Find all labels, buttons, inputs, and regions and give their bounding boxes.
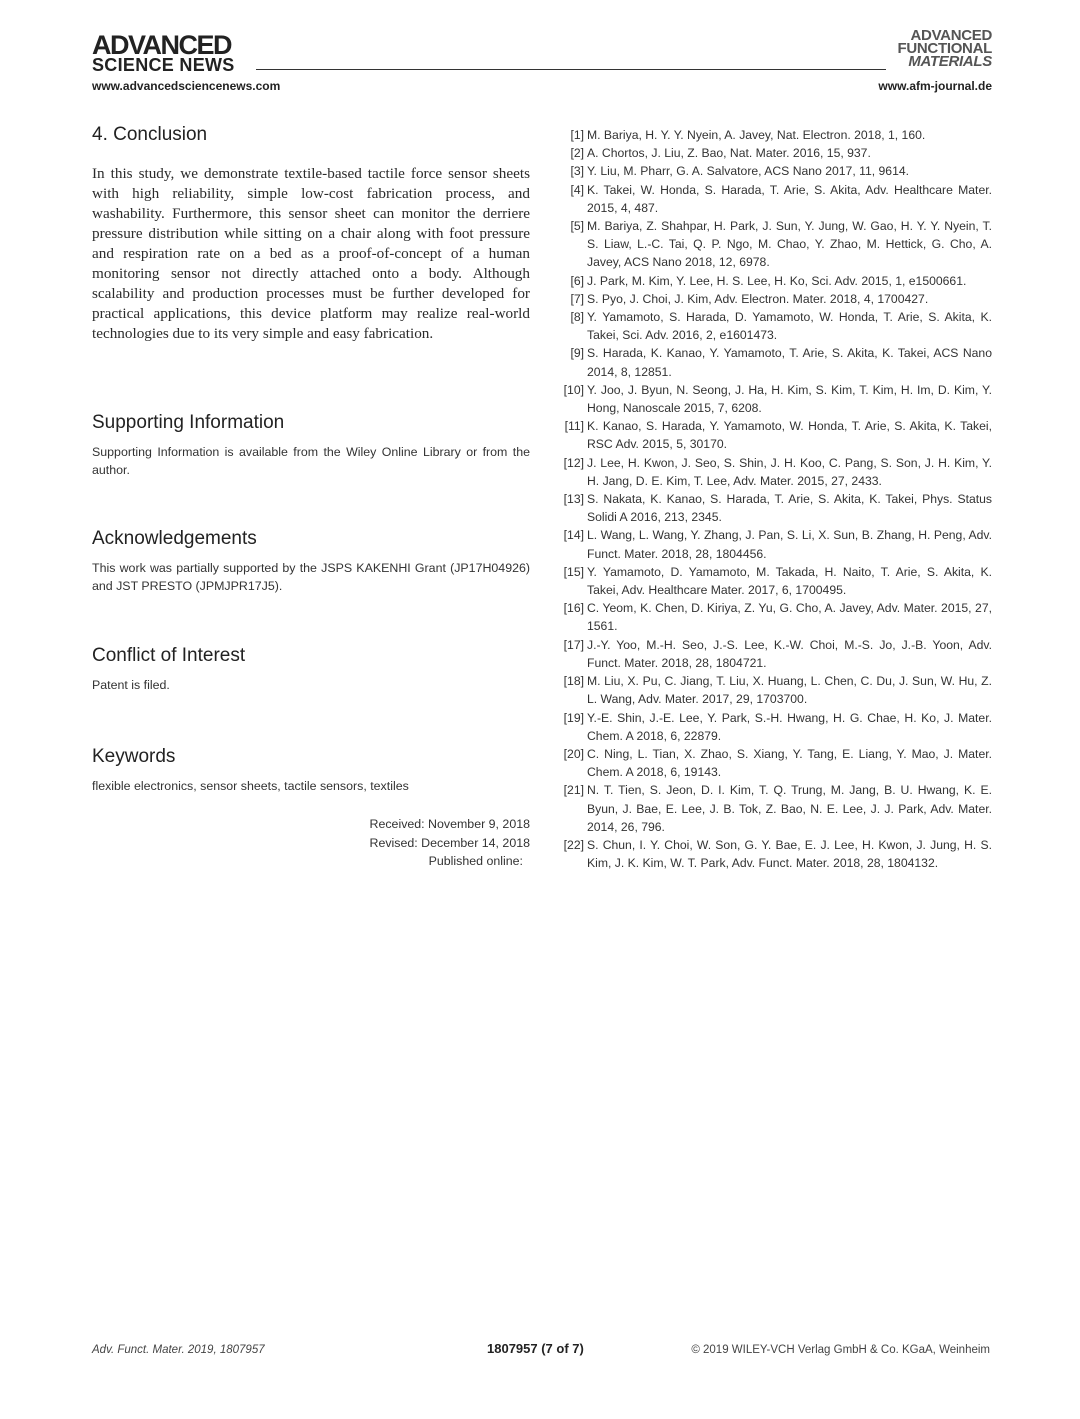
reference-text: C. Ning, L. Tian, X. Zhao, S. Xiang, Y. Tang, E. Liang, Y. Mao, J. Mater. Chem. A 2018, 6, 19143. xyxy=(587,746,992,780)
reference-item xyxy=(552,563,992,599)
reference-number: [6] xyxy=(570,273,584,288)
reference-text: S. Harada, K. Kanao, Y. Yamamoto, T. Arie, S. Akita, K. Takei, ACS Nano 2014, 8, 12851. xyxy=(587,346,992,379)
journal-url[interactable]: www.afm-journal.de xyxy=(878,79,992,93)
reference-item xyxy=(552,308,992,344)
reference-number: [10] xyxy=(563,382,584,397)
reference-item xyxy=(552,144,992,162)
keywords-section xyxy=(92,746,530,795)
reference-number: [8] xyxy=(570,310,584,325)
reference-item xyxy=(552,526,992,562)
reference-text: Y. Yamamoto, S. Harada, D. Yamamoto, W. Honda, T. Arie, S. Akita, K. Takei, Sci. Adv. 2016, 2, e1601473. xyxy=(587,310,992,343)
reference-text: Y.-E. Shin, J.-E. Lee, Y. Park, S.-H. Hwang, H. G. Chae, H. Ko, J. Mater. Chem. A 2018, 6, 22879. xyxy=(587,710,992,743)
acknowledgements-heading: Acknowledgements xyxy=(92,528,257,549)
conclusion-section xyxy=(92,124,530,344)
reference-text: C. Yeom, K. Chen, D. Kiriya, Z. Yu, G. Cho, A. Javey, Adv. Mater. 2015, 27, 1561. xyxy=(587,601,992,634)
publisher-url[interactable]: www.advancedsciencenews.com xyxy=(92,79,281,93)
keywords-heading: Keywords xyxy=(92,746,176,767)
reference-number: [9] xyxy=(570,346,584,361)
footer-citation: Adv. Funct. Mater. 2019, 1807957 xyxy=(92,1344,265,1356)
reference-item xyxy=(552,344,992,380)
revised-date: Revised: December 14, 2018 xyxy=(369,835,530,850)
reference-item xyxy=(552,217,992,272)
reference-text: M. Bariya, Z. Shahpar, H. Park, J. Sun, Y. Jung, W. Gao, H. Y. Y. Nyein, T. S. Liaw, L.-C. Tai, Q. P. Ngo, M. Chao, Y. Zhao, M. Hettick, G. Cho, A. Javey, ACS Nano 2018, 12, 6978. xyxy=(587,219,992,270)
footer-page-number: 1807957 (7 of 7) xyxy=(487,1341,584,1356)
reference-number: [14] xyxy=(563,528,584,543)
reference-text: Y. Yamamoto, D. Yamamoto, M. Takada, H. Naito, T. Arie, S. Akita, K. Takei, Adv. Healthcare Mater. 2017, 6, 1700495. xyxy=(587,564,992,598)
journal-logo-line3: MATERIALS xyxy=(908,53,992,70)
supporting-heading: Supporting Information xyxy=(92,412,285,433)
reference-number: [5] xyxy=(570,219,584,234)
conclusion-body: In this study, we demonstrate textile-based tactile force sensor sheets with high reliability, simple low-cost fabrication process, and washability. Furthermore, this sensor sheet can monitor the derriere pressure distribution while sitting on a chair along with foot pressure and respiration rate on a bed as a proof-of-concept of a human monitoring sensor not directly attached onto a body. Although scalability and production processes must be further developed for practical applications, this device platform may realize real-world technologies due to its very simple and easy fabrication. xyxy=(92,165,530,342)
conflict-section xyxy=(92,645,530,694)
reference-item xyxy=(552,454,992,490)
reference-text: J. Lee, H. Kwon, J. Seo, S. Shin, J. H. Koo, C. Pang, S. Son, J. H. Kim, Y. H. Jang, D. E. Kim, T. Lee, Adv. Mater. 2015, 27, 2433. xyxy=(587,455,992,488)
reference-text: S. Pyo, J. Choi, J. Kim, Adv. Electron. Mater. 2018, 4, 1700427. xyxy=(587,291,929,306)
reference-item xyxy=(552,126,992,144)
reference-number: [20] xyxy=(563,746,584,761)
reference-number: [19] xyxy=(563,710,584,725)
published-date: Published online: xyxy=(428,854,523,868)
reference-item xyxy=(552,745,992,781)
reference-number: [11] xyxy=(564,419,584,434)
journal-logo-line2: FUNCTIONAL xyxy=(897,40,992,57)
reference-item xyxy=(552,290,992,308)
reference-item xyxy=(552,417,992,453)
reference-text: Y. Liu, M. Pharr, G. A. Salvatore, ACS Nano 2017, 11, 9614. xyxy=(587,164,910,179)
reference-item xyxy=(552,709,992,745)
acknowledgements-section xyxy=(92,528,530,595)
reference-text: L. Wang, L. Wang, Y. Zhang, J. Pan, S. Li, X. Sun, B. Zhang, H. Peng, Adv. Funct. Mater. 2018, 28, 1804456. xyxy=(587,528,992,561)
reference-item xyxy=(552,272,992,290)
reference-number: [2] xyxy=(570,146,584,161)
publisher-logo xyxy=(92,30,235,75)
reference-item xyxy=(552,181,992,217)
reference-text: K. Kanao, S. Harada, Y. Yamamoto, W. Honda, T. Arie, S. Akita, K. Takei, RSC Adv. 2015, 5, 30170. xyxy=(587,419,992,452)
reference-text: M. Liu, X. Pu, C. Jiang, T. Liu, X. Huang, L. Chen, C. Du, J. Sun, W. Hu, Z. L. Wang, Adv. Mater. 2017, 29, 1703700. xyxy=(587,674,992,707)
reference-list xyxy=(552,126,992,872)
reference-item xyxy=(552,490,992,526)
header-rule xyxy=(256,69,886,70)
footer-copyright: © 2019 WILEY-VCH Verlag GmbH & Co. KGaA, Weinheim xyxy=(691,1344,990,1356)
publisher-logo-line1: ADVANCED xyxy=(92,30,232,60)
reference-number: [17] xyxy=(563,637,584,652)
reference-text: K. Takei, W. Honda, S. Harada, T. Arie, S. Akita, Adv. Healthcare Mater. 2015, 4, 487. xyxy=(587,182,992,215)
reference-item xyxy=(552,162,992,180)
reference-text: S. Nakata, K. Kanao, S. Harada, T. Arie, S. Akita, K. Takei, Phys. Status Solidi A 2016, 213, 2345. xyxy=(587,492,992,525)
reference-number: [4] xyxy=(570,182,584,197)
reference-text: N. T. Tien, S. Jeon, D. I. Kim, T. Q. Trung, M. Jang, B. U. Hwang, K. E. Byun, J. Bae, E. Lee, J. B. Tok, Z. Bao, N. E. Lee, J. J. Park, Adv. Mater. 2014, 26, 796. xyxy=(587,783,992,834)
reference-number: [1] xyxy=(570,128,584,142)
reference-number: [21] xyxy=(563,783,584,798)
journal-logo xyxy=(898,29,993,68)
conflict-heading: Conflict of Interest xyxy=(92,645,246,666)
received-date: Received: November 9, 2018 xyxy=(369,817,530,831)
article-dates xyxy=(370,815,530,871)
reference-number: [7] xyxy=(570,291,584,306)
supporting-body: Supporting Information is available from the Wiley Online Library or from the author. xyxy=(92,445,530,477)
reference-number: [3] xyxy=(570,164,584,179)
reference-item xyxy=(552,636,992,672)
reference-number: [12] xyxy=(563,455,584,470)
reference-item xyxy=(552,599,992,635)
keywords-body: flexible electronics, sensor sheets, tactile sensors, textiles xyxy=(92,779,409,793)
reference-text: J.-Y. Yoo, M.-H. Seo, J.-S. Lee, K.-W. Choi, M.-S. Jo, J.-B. Yoon, Adv. Funct. Mater. 2018, 28, 1804721. xyxy=(587,637,992,670)
reference-item xyxy=(552,672,992,708)
reference-text: J. Park, M. Kim, Y. Lee, H. S. Lee, H. Ko, Sci. Adv. 2015, 1, e1500661. xyxy=(587,273,967,288)
reference-text: A. Chortos, J. Liu, Z. Bao, Nat. Mater. 2016, 15, 937. xyxy=(587,146,871,161)
conclusion-heading: 4. Conclusion xyxy=(92,124,208,145)
publisher-logo-line2: SCIENCE NEWS xyxy=(92,55,235,75)
reference-text: M. Bariya, H. Y. Y. Nyein, A. Javey, Nat. Electron. 2018, 1, 160. xyxy=(587,128,926,142)
reference-item xyxy=(552,836,992,872)
conflict-body: Patent is filed. xyxy=(92,678,170,692)
reference-number: [15] xyxy=(563,564,584,579)
reference-text: Y. Joo, J. Byun, N. Seong, J. Ha, H. Kim, S. Kim, T. Kim, H. Im, D. Kim, Y. Hong, Nanoscale 2015, 7, 6208. xyxy=(587,382,992,416)
reference-number: [13] xyxy=(563,492,584,507)
reference-item xyxy=(552,781,992,836)
reference-text: S. Chun, I. Y. Choi, W. Son, G. Y. Bae, E. J. Lee, H. Kwon, J. Jung, H. S. Kim, J. K. Kim, W. T. Park, Adv. Funct. Mater. 2018, 28, 1804132. xyxy=(587,837,992,871)
acknowledgements-body: This work was partially supported by the JSPS KAKENHI Grant (JP17H04926) and JST PRESTO (JPMJPR17J5). xyxy=(92,561,530,593)
reference-item xyxy=(552,381,992,417)
journal-logo-line1: ADVANCED xyxy=(910,27,992,44)
reference-number: [16] xyxy=(563,601,584,616)
reference-number: [18] xyxy=(563,674,584,689)
reference-number: [22] xyxy=(563,837,584,852)
supporting-section xyxy=(92,412,530,479)
